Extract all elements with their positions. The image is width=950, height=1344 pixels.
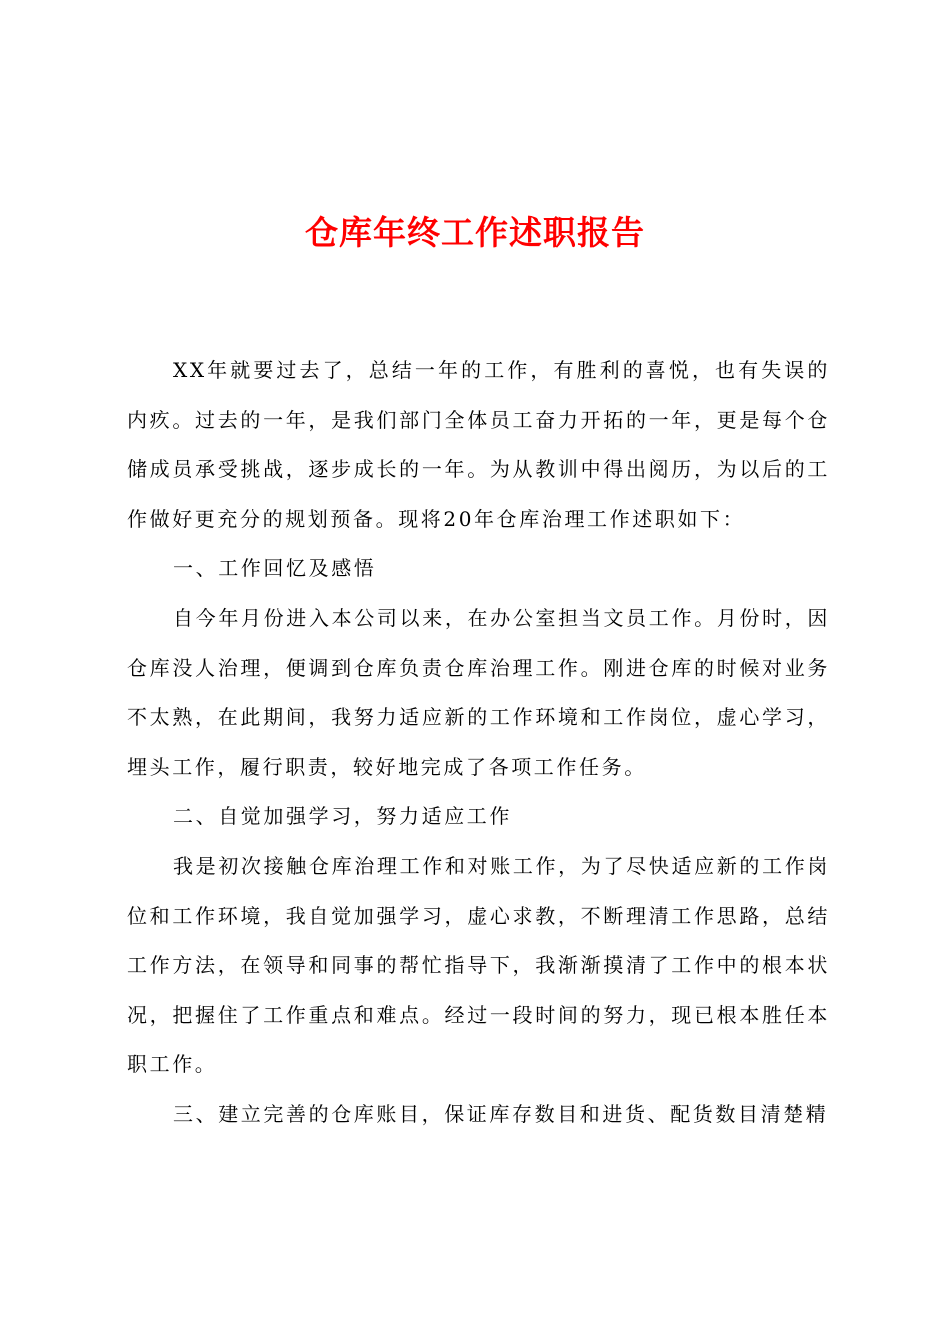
paragraph-section-2: 我是初次接触仓库治理工作和对账工作，为了尽快适应新的工作岗位和工作环境，我自觉加强学习，虚心求教，不断理清工作思路，总结工作方法，在领导和同事的帮忙指导下，我渐渐摸清了工作中的根本状况，把握住了工作重点和难点。经过一段时间的努力，现已根本胜任本职工作。 xyxy=(127,853,830,1077)
document-title: 仓库年终工作述职报告 xyxy=(305,213,645,252)
paragraph-section-1: 自今年月份进入本公司以来，在办公室担当文员工作。月份时，因仓库没人治理，便调到仓库负责仓库治理工作。刚进仓库的时候对业务不太熟，在此期间，我努力适应新的工作环境和工作岗位，虚心学习，埋头工作，履行职责，较好地完成了各项工作任务。 xyxy=(127,605,830,779)
paragraph-intro: XX年就要过去了，总结一年的工作，有胜利的喜悦，也有失误的内疚。过去的一年，是我们部门全体员工奋力开拓的一年，更是每个仓储成员承受挑战，逐步成长的一年。为从教训中得出阅历，为以后的工作做好更充分的规划预备。现将20年仓库治理工作述职如下： xyxy=(127,358,830,531)
section-heading-1: 一、工作回忆及感悟 xyxy=(173,556,377,581)
section-heading-3: 三、建立完善的仓库账目，保证库存数目和进货、配货数目清楚精 xyxy=(173,1101,829,1126)
section-heading-2: 二、自觉加强学习，努力适应工作 xyxy=(173,804,512,829)
document-body xyxy=(127,346,830,1140)
